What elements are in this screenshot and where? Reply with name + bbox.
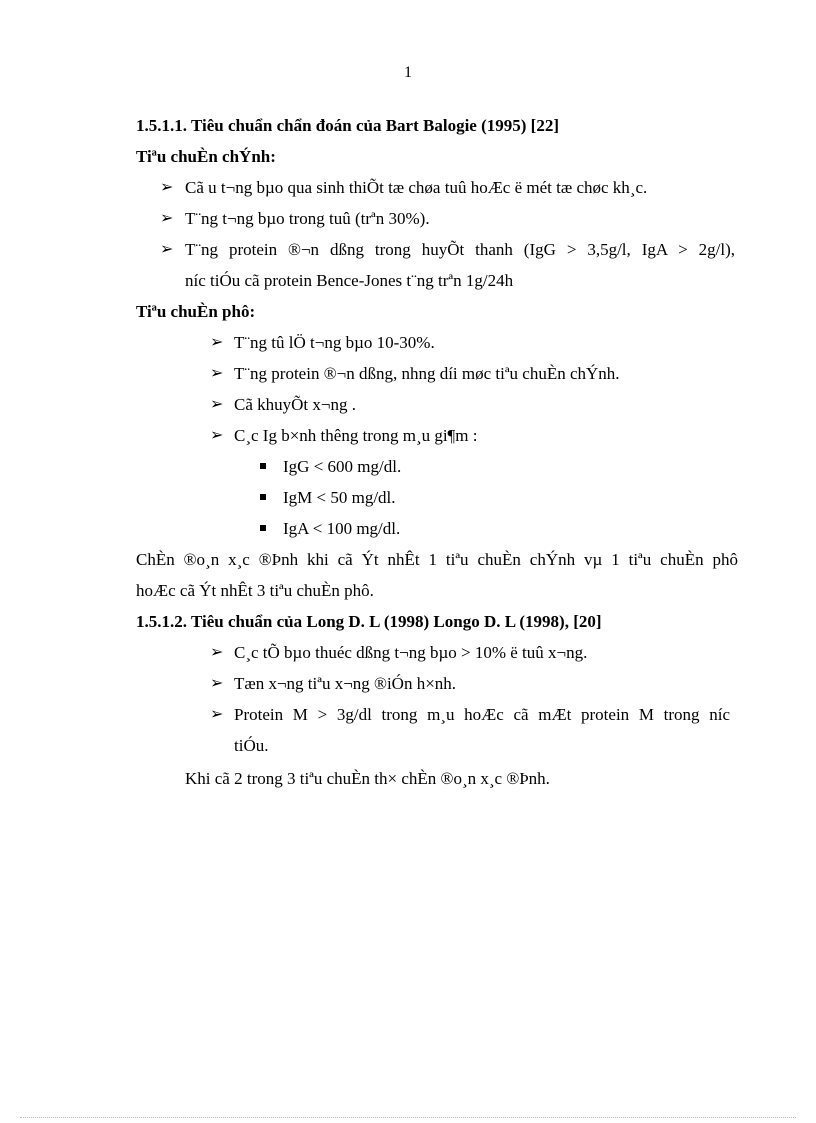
long-criterion-item: C¸c tÕ bµo thuéc dßng t¬ng bµo > 10% ë tuû x¬ng. xyxy=(234,643,588,662)
arrowhead-bullet-icon: ➢ xyxy=(210,396,224,413)
square-bullet-icon xyxy=(260,463,266,469)
arrowhead-bullet-icon: ➢ xyxy=(210,644,224,661)
sub-criterion-item: C¸c Ig b×nh thêng trong m¸u gi¶m : xyxy=(234,426,478,445)
arrowhead-bullet-icon: ➢ xyxy=(210,365,224,382)
diagnosis-conclusion: ChÈn ®o¸n x¸c ®Þnh khi cã Ýt nhÊt 1 tiªu chuÈn chÝnh vµ 1 tiªu chuÈn phô xyxy=(136,550,738,569)
long-criterion-item: Protein M > 3g/dl trong m¸u hoÆc cã mÆt protein M trong níc xyxy=(234,705,730,724)
main-criterion-item: T¨ng protein ®¬n dßng trong huyÕt thanh (IgG > 3,5g/l, IgA > 2g/l), xyxy=(185,240,735,259)
ig-threshold-item: IgM < 50 mg/dl. xyxy=(283,488,396,507)
arrowhead-bullet-icon: ➢ xyxy=(160,179,174,196)
square-bullet-icon xyxy=(260,525,266,531)
main-criteria-title: Tiªu chuÈn chÝnh: xyxy=(136,147,276,166)
page-number: 1 xyxy=(404,64,412,81)
main-criterion-item-continued: níc tiÓu cã protein Bence-Jones t¨ng trªn 1g/24h xyxy=(185,271,514,290)
sub-criterion-item: T¨ng protein ®¬n dßng, nhng díi møc tiªu chuÈn chÝnh. xyxy=(234,364,620,383)
ig-threshold-item: IgA < 100 mg/dl. xyxy=(283,519,401,538)
main-criterion-item: Cã u t¬ng bµo qua sinh thiÕt tæ chøa tuû hoÆc ë mét tæ chøc kh¸c. xyxy=(185,178,648,197)
arrowhead-bullet-icon: ➢ xyxy=(210,334,224,351)
arrowhead-bullet-icon: ➢ xyxy=(160,241,174,258)
arrowhead-bullet-icon: ➢ xyxy=(210,675,224,692)
diagnosis-conclusion-continued: hoÆc cã Ýt nhÊt 3 tiªu chuÈn phô. xyxy=(136,581,374,600)
section-heading-1: 1.5.1.1. Tiêu chuẩn chẩn đoán của Bart Balogie (1995) [22] xyxy=(136,116,559,135)
arrowhead-bullet-icon: ➢ xyxy=(210,427,224,444)
page-bottom-divider xyxy=(20,1117,796,1118)
main-criterion-item: T¨ng t¬ng bµo trong tuû (trªn 30%). xyxy=(185,209,430,228)
ig-threshold-item: IgG < 600 mg/dl. xyxy=(283,457,402,476)
long-criterion-item: Tæn x¬ng tiªu x¬ng ®iÓn h×nh. xyxy=(234,674,457,693)
arrowhead-bullet-icon: ➢ xyxy=(160,210,174,227)
long-criterion-item-continued: tiÓu. xyxy=(234,736,269,755)
sub-criterion-item: Cã khuyÕt x¬ng . xyxy=(234,395,356,414)
sub-criteria-title: Tiªu chuÈn phô: xyxy=(136,302,256,321)
long-conclusion: Khi cã 2 trong 3 tiªu chuÈn th× chÈn ®o¸n x¸c ®Þnh. xyxy=(185,769,550,788)
arrowhead-bullet-icon: ➢ xyxy=(210,706,224,723)
sub-criterion-item: T¨ng tû lÖ t¬ng bµo 10-30%. xyxy=(234,333,435,352)
square-bullet-icon xyxy=(260,494,266,500)
section-heading-2: 1.5.1.2. Tiêu chuẩn của Long D. L (1998) Longo D. L (1998), [20] xyxy=(136,612,602,631)
